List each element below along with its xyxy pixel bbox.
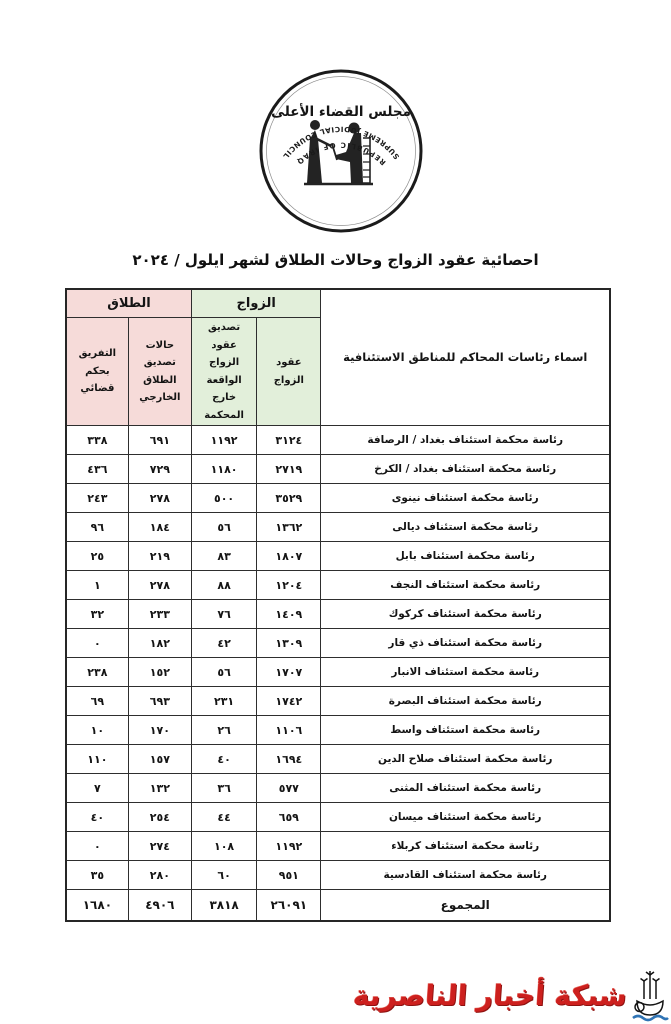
court-name-cell: رئاسة محكمة استئناف كركوك — [321, 600, 610, 629]
court-name-cell: رئاسة محكمة استئناف بغداد / الرصافة — [321, 426, 610, 455]
marriage-contracts-cell: ٣٥٢٩ — [257, 484, 321, 513]
external-divorce-cell: ٢٧٨ — [128, 571, 191, 600]
table-row — [66, 600, 610, 629]
table-row — [66, 484, 610, 513]
reed-boat-icon — [635, 971, 663, 1015]
marriage-contracts-cell: ١٣٦٢ — [257, 513, 321, 542]
court-name-cell: رئاسة محكمة استئناف بابل — [321, 542, 610, 571]
judicial-separation-cell: ٢٣٨ — [66, 658, 128, 687]
marriage-contracts-cell: ١٣٠٩ — [257, 629, 321, 658]
judicial-separation-cell: ٧ — [66, 774, 128, 803]
external-divorce-cell: ٦٩٣ — [128, 687, 191, 716]
marriage-contracts-cell: ١٤٠٩ — [257, 600, 321, 629]
table-row — [66, 861, 610, 890]
judicial-separation-cell: ٠ — [66, 832, 128, 861]
water-wave-icon — [633, 1016, 668, 1020]
court-name-cell: رئاسة محكمة استئناف واسط — [321, 716, 610, 745]
header-court-names: اسماء رئاسات المحاكم للمناطق الاستئنافية — [321, 289, 610, 426]
external-divorce-cell: ٧٢٩ — [128, 455, 191, 484]
marriage-cert-cell: ٥٦ — [191, 658, 256, 687]
table-row — [66, 513, 610, 542]
table-row — [66, 629, 610, 658]
court-name-cell: رئاسة محكمة استئناف الانبار — [321, 658, 610, 687]
marriage-contracts-cell: ١٢٠٤ — [257, 571, 321, 600]
table-row — [66, 803, 610, 832]
marriage-cert-cell: ٢٦ — [191, 716, 256, 745]
external-divorce-cell: ٢٥٤ — [128, 803, 191, 832]
header-marriage-cert: تصديق عقود الزواج الواقعة خارج المحكمة — [191, 318, 256, 426]
court-name-cell: رئاسة محكمة استئناف نينوى — [321, 484, 610, 513]
marriage-contracts-cell: ١١٠٦ — [257, 716, 321, 745]
judicial-separation-cell: ٤٣٦ — [66, 455, 128, 484]
table-row — [66, 832, 610, 861]
header-divorce-external: حالات تصديق الطلاق الخارجي — [128, 318, 191, 426]
marriage-contracts-cell: ٩٥١ — [257, 861, 321, 890]
totals-marriage-contracts: ٢٦٠٩١ — [257, 890, 321, 922]
seal-country-text: REPUBLIC OF IRAQ — [294, 140, 388, 168]
table-body — [66, 289, 610, 890]
totals-divorce-judicial: ١٦٨٠ — [66, 890, 128, 922]
judicial-separation-cell: ٣٣٨ — [66, 426, 128, 455]
marriage-cert-cell: ٣٦ — [191, 774, 256, 803]
court-name-cell: رئاسة محكمة استئناف صلاح الدين — [321, 745, 610, 774]
table-row — [66, 571, 610, 600]
table-row — [66, 426, 610, 455]
table-row — [66, 716, 610, 745]
judicial-separation-cell: ٢٤٣ — [66, 484, 128, 513]
seal-council-text: SUPREME JUDICIAL COUNCIL — [280, 124, 402, 162]
marriage-cert-cell: ٧٦ — [191, 600, 256, 629]
judicial-separation-cell: ٤٠ — [66, 803, 128, 832]
court-name-cell: رئاسة محكمة استئناف كربلاء — [321, 832, 610, 861]
external-divorce-cell: ٢٧٤ — [128, 832, 191, 861]
court-name-cell: رئاسة محكمة استئناف القادسية — [321, 861, 610, 890]
totals-label: المجموع — [321, 890, 610, 922]
marriage-contracts-cell: ٥٧٧ — [257, 774, 321, 803]
marriage-contracts-cell: ١٧٤٢ — [257, 687, 321, 716]
marriage-cert-cell: ١١٨٠ — [191, 455, 256, 484]
marriage-cert-cell: ٢٣١ — [191, 687, 256, 716]
judicial-separation-cell: ٣٢ — [66, 600, 128, 629]
news-network-watermark — [353, 969, 670, 1023]
judicial-separation-cell: ٦٩ — [66, 687, 128, 716]
marriage-cert-cell: ٤٤ — [191, 803, 256, 832]
judicial-separation-cell: ١١٠ — [66, 745, 128, 774]
external-divorce-cell: ٢٨٠ — [128, 861, 191, 890]
judicial-separation-cell: ٠ — [66, 629, 128, 658]
court-name-cell: رئاسة محكمة استئناف النجف — [321, 571, 610, 600]
marriage-cert-cell: ٤٢ — [191, 629, 256, 658]
court-name-cell: رئاسة محكمة استئناف ذي قار — [321, 629, 610, 658]
external-divorce-cell: ٦٩١ — [128, 426, 191, 455]
external-divorce-cell: ١٧٠ — [128, 716, 191, 745]
external-divorce-cell: ٢٣٣ — [128, 600, 191, 629]
external-divorce-cell: ٢٧٨ — [128, 484, 191, 513]
marriage-contracts-cell: ٦٥٩ — [257, 803, 321, 832]
marriage-cert-cell: ٨٣ — [191, 542, 256, 571]
judicial-separation-cell: ٩٦ — [66, 513, 128, 542]
header-marriage-group: الزواج — [191, 289, 320, 318]
document-title: احصائية عقود الزواج وحالات الطلاق لشهر ايلول / ٢٠٢٤ — [132, 251, 539, 269]
nasiriyah-network-emblem — [630, 969, 670, 1023]
external-divorce-cell: ٢١٩ — [128, 542, 191, 571]
external-divorce-cell: ١٣٢ — [128, 774, 191, 803]
table-row — [66, 774, 610, 803]
judicial-separation-cell: ١ — [66, 571, 128, 600]
table-row — [66, 542, 610, 571]
marriage-contracts-cell: ١١٩٢ — [257, 832, 321, 861]
marriage-cert-cell: ٥٦ — [191, 513, 256, 542]
supreme-judicial-council-seal — [257, 66, 425, 236]
header-marriage-contracts: عقود الزواج — [257, 318, 321, 426]
court-name-cell: رئاسة محكمة استئناف ديالى — [321, 513, 610, 542]
external-divorce-cell: ١٨٢ — [128, 629, 191, 658]
court-name-cell: رئاسة محكمة استئناف المثنى — [321, 774, 610, 803]
totals-marriage-cert: ٣٨١٨ — [191, 890, 256, 922]
judicial-separation-cell: ٢٥ — [66, 542, 128, 571]
table-row — [66, 658, 610, 687]
marriage-cert-cell: ٦٠ — [191, 861, 256, 890]
external-divorce-cell: ١٥٢ — [128, 658, 191, 687]
marriage-contracts-cell: ٣١٢٤ — [257, 426, 321, 455]
seal-arabic-title: مجلس القضاء الأعلى — [271, 104, 411, 120]
judicial-separation-cell: ٣٥ — [66, 861, 128, 890]
marriage-cert-cell: ٥٠٠ — [191, 484, 256, 513]
table-row — [66, 745, 610, 774]
totals-divorce-external: ٤٩٠٦ — [128, 890, 191, 922]
marriage-contracts-cell: ١٦٩٤ — [257, 745, 321, 774]
court-name-cell: رئاسة محكمة استئناف بغداد / الكرخ — [321, 455, 610, 484]
watermark-text: شبكة أخبار الناصرية — [352, 979, 629, 1013]
marriage-contracts-cell: ١٨٠٧ — [257, 542, 321, 571]
table-row — [66, 455, 610, 484]
table-row — [66, 687, 610, 716]
court-name-cell: رئاسة محكمة استئناف البصرة — [321, 687, 610, 716]
marriage-cert-cell: ٨٨ — [191, 571, 256, 600]
marriage-cert-cell: ٤٠ — [191, 745, 256, 774]
court-name-cell: رئاسة محكمة استئناف ميسان — [321, 803, 610, 832]
judicial-separation-cell: ١٠ — [66, 716, 128, 745]
marriage-contracts-cell: ١٧٠٧ — [257, 658, 321, 687]
header-divorce-judicial: التفريق بحكم قضائي — [66, 318, 128, 426]
header-group-row — [66, 289, 610, 318]
marriage-cert-cell: ١٠٨ — [191, 832, 256, 861]
external-divorce-cell: ١٥٧ — [128, 745, 191, 774]
marriage-contracts-cell: ٢٧١٩ — [257, 455, 321, 484]
statistics-table — [65, 288, 611, 922]
marriage-cert-cell: ١١٩٢ — [191, 426, 256, 455]
header-divorce-group: الطلاق — [66, 289, 191, 318]
totals-row — [66, 890, 610, 922]
external-divorce-cell: ١٨٤ — [128, 513, 191, 542]
